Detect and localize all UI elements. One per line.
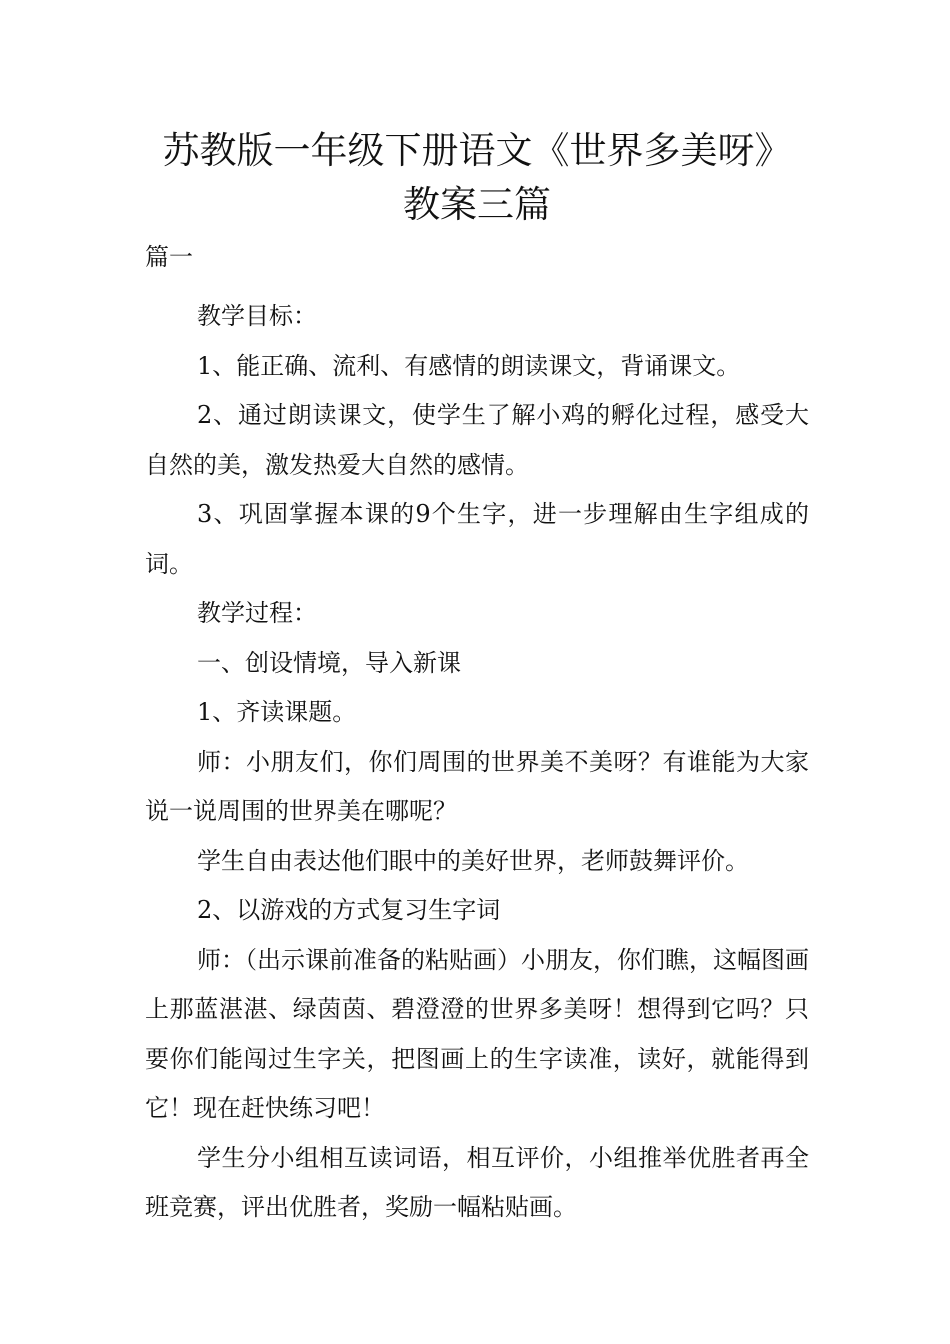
- paragraph-teacher-question: 师：小朋友们，你们周围的世界美不美呀？有谁能为大家说一说周围的世界美在哪呢？: [145, 747, 809, 825]
- document-title: 苏教版一年级下册语文《世界多美呀》教案三篇: [162, 129, 792, 226]
- section-label: 篇一: [145, 243, 193, 271]
- paragraph-step-heading: 一、创设情境，导入新课: [197, 648, 461, 677]
- paragraph-step-1: 1、齐读课题。: [197, 698, 357, 726]
- paragraph-objectives-heading: 教学目标：: [197, 302, 317, 330]
- paragraph-teacher-game: 师：（出示课前准备的粘贴画）小朋友，你们瞧，这幅图画上那蓝湛湛、绿茵茵、碧澄澄的世界多美呀！想得到它吗？只要你们能闯过生字关，把图画上的生字读准，读好，就能得到它！现在赶快练习吧！: [145, 945, 809, 1122]
- paragraph-student-response: 学生自由表达他们眼中的美好世界，老师鼓舞评价。: [197, 846, 749, 875]
- paragraph-objective-3: 3、巩固掌握本课的9个生字，进一步理解由生字组成的词。: [145, 500, 809, 578]
- paragraph-objective-1: 1、能正确、流利、有感情的朗读课文，背诵课文。: [197, 351, 741, 380]
- paragraph-group-activity: 学生分小组相互读词语，相互评价，小组推举优胜者再全班竞赛，评出优胜者，奖励一幅粘贴画。: [145, 1143, 809, 1221]
- paragraph-objective-2: 2、通过朗读课文，使学生了解小鸡的孵化过程，感受大自然的美，激发热爱大自然的感情。: [145, 401, 809, 479]
- paragraph-process-heading: 教学过程：: [197, 599, 317, 627]
- document-page: [145, 124, 809, 1233]
- paragraph-step-2: 2、以游戏的方式复习生字词: [197, 896, 501, 924]
